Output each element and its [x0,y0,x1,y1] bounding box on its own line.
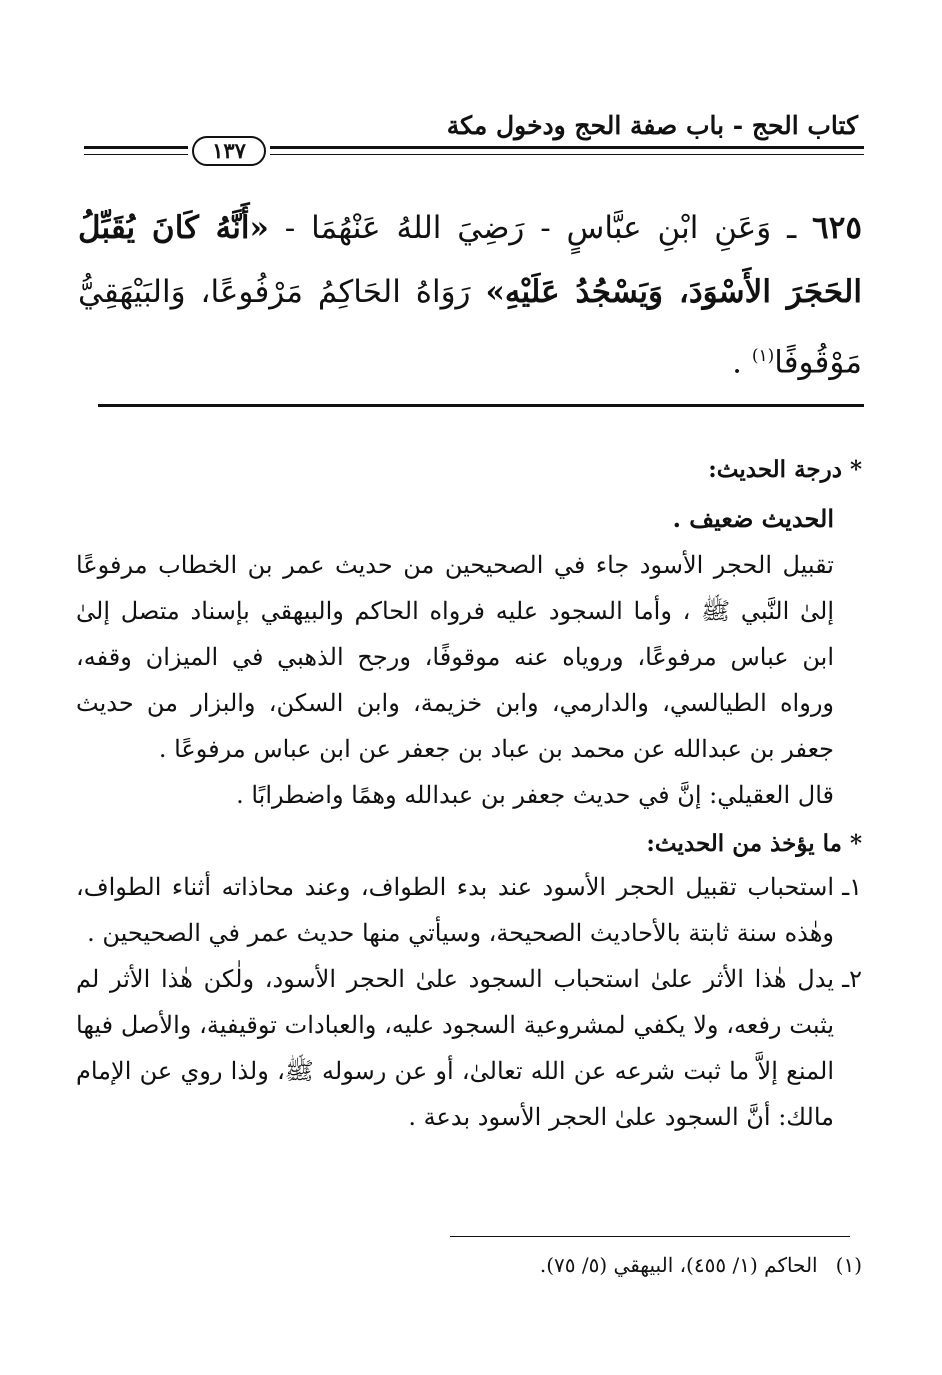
list-item-marker: ١ـ [842,873,862,901]
hadith-rest: رَوَاهُ الحَاكِمُ مَرْفُوعًا، وَالبَيْهَقِيُّ مَوْقُوفًا [78,274,862,381]
running-title: كتاب الحج - باب صفة الحج ودخول مكة [446,111,858,140]
list-item [76,956,862,1140]
footnote-number: (١) [835,1253,862,1277]
grade-paragraph-1: تقبيل الحجر الأسود جاء في الصحيحين من حديث عمر بن الخطاب مرفوعًا إلىٰ النَّبي ﷺ ، وأما السجود عليه فرواه الحاكم والبيهقي بإسناد متصل إلىٰ ابن عباس مرفوعًا، ورويا‌ه عنه موقوفًا، ورجح الذهبي في الميزان وقفه، ورواه الطيالسي، والدارمي، وابن خزيمة، وابن السكن، والبزار من حديث جعفر بن عبدالله عن محمد بن عباد بن جعفر عن ابن عباس مرفوعًا . [76,551,834,763]
grade-heading: * درجة الحديث: [708,456,862,483]
footnote-rule [450,1236,850,1237]
hadith-intro: وَعَنِ ابْنِ عبَّاسٍ - رَضِيَ اللهُ عَنْهُمَا - [268,210,772,246]
footnote [78,1250,862,1280]
list-item-marker: ٢ـ [842,965,862,993]
hadith-number: ٦٢٥ [812,210,862,246]
footnote-text: الحاكم (١/ ٤٥٥)، البيهقي (٥/ ٧٥). [539,1253,818,1277]
footnote-reference: (١) [751,346,775,366]
grade-paragraph-2: قال العقيلي: إنَّ في حديث جعفر بن عبدالله وهمًا واضطرابًا . [236,781,834,809]
hadith-quote: «أَنَّهُ كَانَ يُقَبِّلُ الحَجَرَ الأَسْوَدَ، وَيَسْجُدُ عَلَيْهِ» [78,210,862,310]
page-number: ١٣٧ [192,136,266,166]
list-item-text: يدل هٰذا الأثر علىٰ استحباب السجود علىٰ الحجر الأسود، ولٰكن هٰذا الأثر لم يثبت رفعه، ولا يكفي لمشروعية السجود عليه، والعبادات توقيفية، والأصل فيها المنع إلاَّ ما ثبت شرعه عن الله تعالىٰ، أو عن رسوله ﷺ، ولذا روي عن الإمام مالك: أنَّ السجود علىٰ الحجر الأسود بدعة . [76,965,834,1131]
grade-section [76,450,862,818]
benefits-heading: * ما يؤخذ من الحديث: [646,830,862,857]
grade-verdict: الحديث ضعيف . [672,504,834,533]
page-number-frame [188,136,270,166]
section-divider [98,404,864,407]
list-item-text: استحباب تقبيل الحجر الأسود عند بدء الطواف، وعند محاذاته أثناء الطواف، وهٰذه سنة ثابتة بالأحاديث الصحيحة، وسيأتي منها حديث عمر في الصحيحين . [76,873,834,947]
hadith-end: . [732,344,752,381]
list-item [76,864,862,956]
benefits-section [76,824,862,1140]
hadith-text: ٦٢٥ ـ وَعَنِ ابْنِ عبَّاسٍ - رَضِيَ اللهُ عَنْهُمَا - «أَنَّهُ كَانَ يُقَبِّلُ الحَجَرَ الأَسْوَدَ، وَيَسْجُدُ عَلَيْهِ» رَوَاهُ الحَاكِمُ مَرْفُوعًا، وَالبَيْهَقِيُّ مَوْقُوفًا$^{(١)}$ . [78,210,862,381]
